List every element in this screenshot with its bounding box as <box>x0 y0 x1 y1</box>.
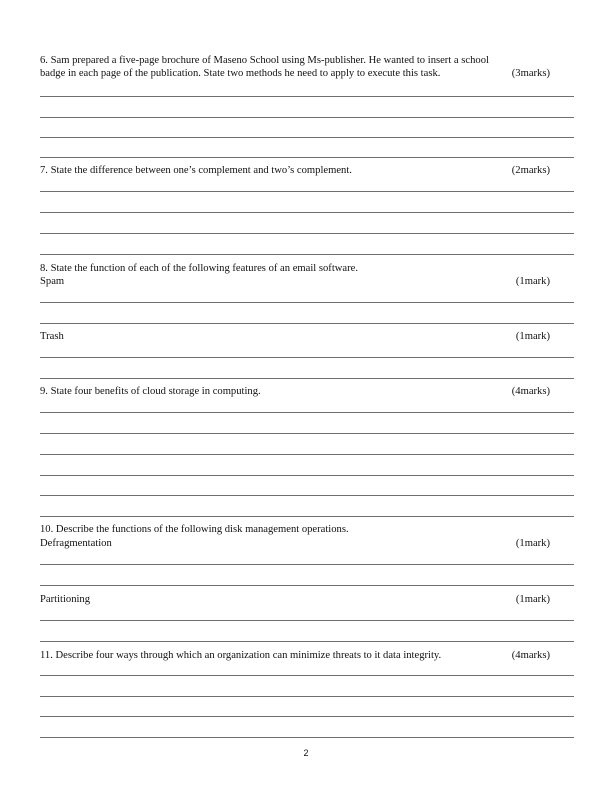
answer-line <box>40 412 574 413</box>
q9-text: 9. State four benefits of cloud storage in computing. <box>40 386 261 397</box>
answer-line <box>40 96 574 97</box>
q8-text: 8. State the function of each of the following features of an email software. <box>40 263 358 274</box>
answer-line <box>40 675 574 676</box>
answer-line <box>40 641 574 642</box>
q10-defrag-marks: (1mark) <box>515 538 550 549</box>
q8-spam-label: Spam <box>40 276 65 287</box>
q8-spam-marks: (1mark) <box>515 276 550 287</box>
answer-line <box>40 620 574 621</box>
q7-marks: (2marks) <box>511 165 550 176</box>
q10-partition-marks: (1mark) <box>515 594 550 605</box>
answer-line <box>40 233 574 234</box>
answer-line <box>40 212 574 213</box>
answer-line <box>40 696 574 697</box>
answer-line <box>40 454 574 455</box>
q8-trash-label: Trash <box>40 331 64 342</box>
answer-line <box>40 254 574 255</box>
answer-line <box>40 564 574 565</box>
q11-text: 11. Describe four ways through which an organization can minimize threats to it data integrity. <box>40 650 442 661</box>
q8-trash-marks: (1mark) <box>515 331 550 342</box>
answer-line <box>40 323 574 324</box>
q10-defrag-label: Defragmentation <box>40 538 112 549</box>
q6-marks: (3marks) <box>511 68 550 79</box>
q9-marks: (4marks) <box>511 386 550 397</box>
q6-text-line1: 6. Sam prepared a five-page brochure of Maseno School using Ms-publisher. He wanted to insert a school <box>40 55 489 66</box>
page-number: 2 <box>303 748 309 758</box>
answer-line <box>40 191 574 192</box>
answer-line <box>40 117 574 118</box>
q11-marks: (4marks) <box>511 650 550 661</box>
answer-line <box>40 137 574 138</box>
answer-line <box>40 433 574 434</box>
answer-line <box>40 357 574 358</box>
q7-text: 7. State the difference between one’s complement and two’s complement. <box>40 165 352 176</box>
q6-text-line2: badge in each page of the publication. State two methods he need to apply to execute this task. <box>40 68 441 79</box>
answer-line <box>40 737 574 738</box>
answer-line <box>40 475 574 476</box>
answer-line <box>40 157 574 158</box>
answer-line <box>40 585 574 586</box>
answer-line <box>40 516 574 517</box>
q10-partition-label: Partitioning <box>40 594 91 605</box>
answer-line <box>40 378 574 379</box>
q10-text: 10. Describe the functions of the following disk management operations. <box>40 524 349 535</box>
answer-line <box>40 495 574 496</box>
answer-line <box>40 716 574 717</box>
answer-line <box>40 302 574 303</box>
